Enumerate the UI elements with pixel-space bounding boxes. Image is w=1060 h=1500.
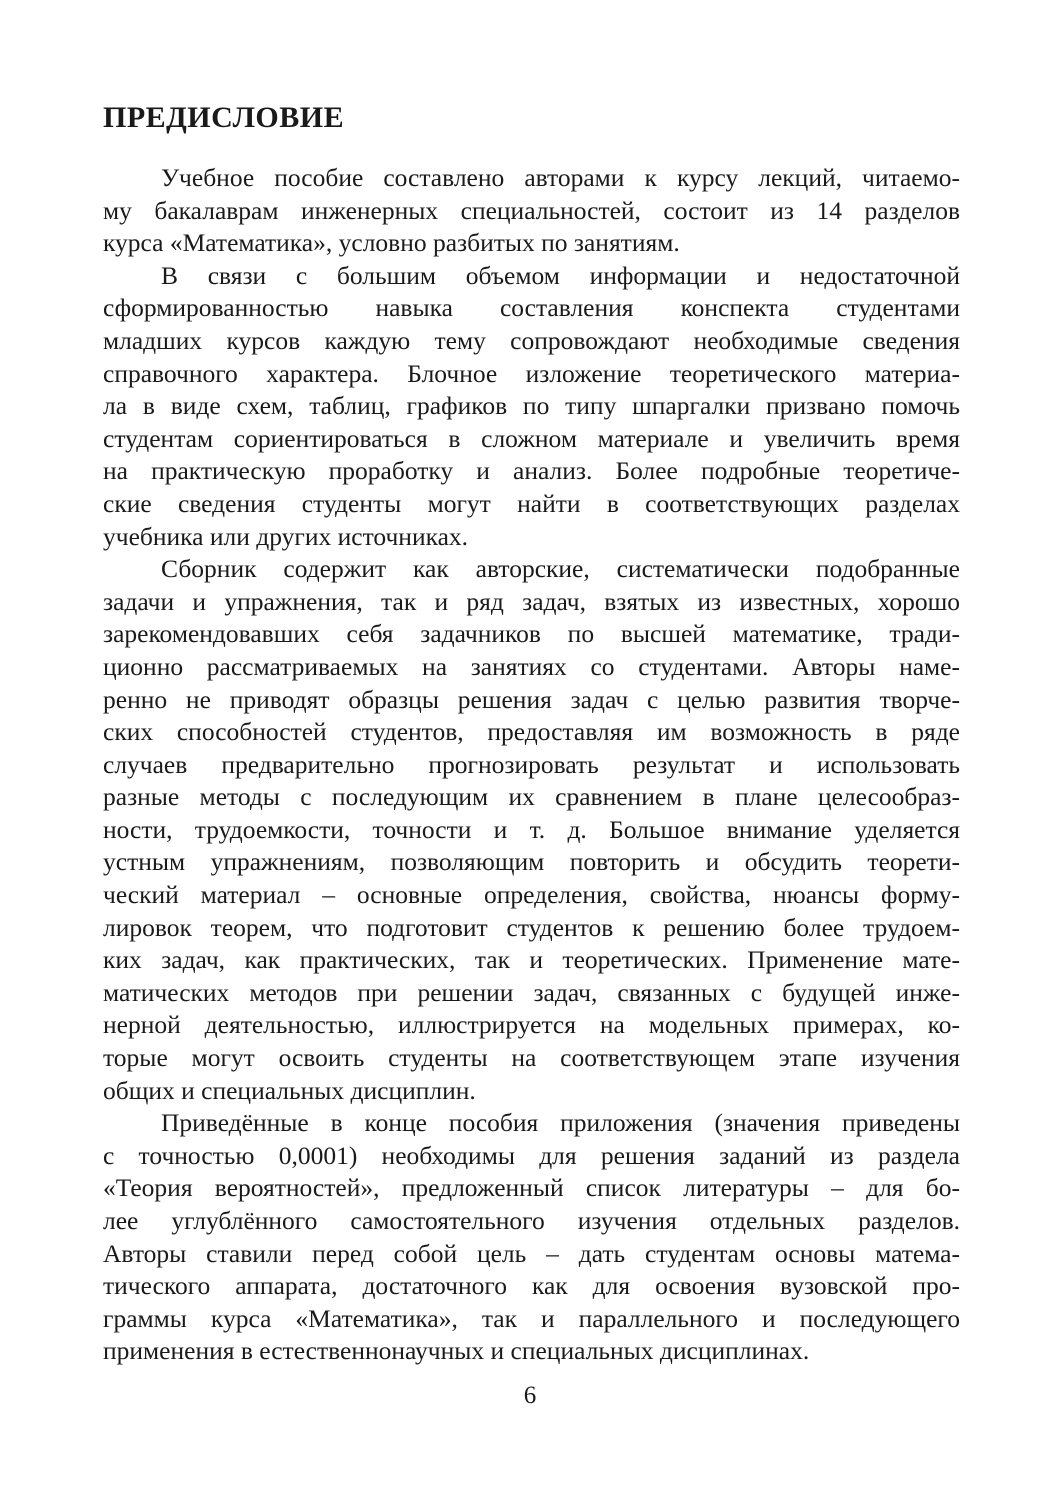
text-line: ла в виде схем, таблиц, графиков по типу шпаргалки призвано помочь	[103, 391, 960, 421]
text-line: справочного характера. Блочное изложение теоретического материа-	[103, 358, 960, 388]
body-text	[103, 162, 960, 1368]
text-line: Сборник содержит как авторские, систематически подобранные	[161, 554, 960, 584]
text-line: тического аппарата, достаточного как для освоения вузовской про-	[103, 1271, 960, 1301]
text-line: зарекомендовавших себя задачников по высшей математике, тради-	[103, 619, 960, 649]
text-line: задачи и упражнения, так и ряд задач, взятых из известных, хорошо	[103, 586, 960, 616]
text-line: с точностью 0,0001) необходимы для решения заданий из раздела	[103, 1140, 960, 1170]
text-line: младших курсов каждую тему сопровождают необходимые сведения	[103, 325, 960, 355]
paragraph-4	[103, 1107, 960, 1368]
text-line: курса «Математика», условно разбитых по занятиям.	[103, 228, 680, 258]
text-line: ские сведения студенты могут найти в соответствующих разделах	[103, 488, 960, 518]
text-line: Авторы ставили перед собой цель – дать студентам основы матема-	[103, 1238, 960, 1268]
paragraph-2	[103, 260, 960, 553]
text-line: «Теория вероятностей», предложенный список литературы – для бо-	[103, 1173, 960, 1203]
text-line: учебника или других источниках.	[103, 521, 469, 551]
page-number: 6	[523, 1382, 537, 1409]
text-line: ности, трудоемкости, точности и т. д. Большое внимание уделяется	[103, 814, 960, 844]
text-line: применения в естественнонаучных и специальных дисциплинах.	[103, 1336, 810, 1366]
text-line: студентам сориентироваться в сложном материале и увеличить время	[103, 423, 960, 453]
text-line: лировок теорем, что подготовит студентов к решению более трудоем-	[103, 912, 960, 942]
text-line: торые могут освоить студенты на соответствующем этапе изучения	[103, 1043, 960, 1073]
text-line: матических методов при решении задач, связанных с будущей инже-	[103, 977, 960, 1007]
text-line: лее углублённого самостоятельного изучения отдельных разделов.	[103, 1206, 960, 1235]
text-line: ких задач, как практических, так и теоретических. Применение мате-	[103, 945, 960, 975]
text-line: ских способностей студентов, предоставляя им возможность в ряде	[103, 717, 960, 747]
text-line: ционно рассматриваемых на занятиях со студентами. Авторы наме-	[103, 651, 960, 681]
text-line: ренно не приводят образцы решения задач с целью развития творче-	[103, 684, 960, 714]
text-line: случаев предварительно прогнозировать результат и использовать	[103, 749, 960, 779]
paragraph-1	[103, 162, 960, 260]
text-line: сформированностью навыка составления конспекта студентами	[103, 293, 960, 323]
text-line: ческий материал – основные определения, свойства, нюансы форму-	[103, 880, 960, 910]
text-line: устным упражнениям, позволяющим повторить и обсудить теорети-	[103, 847, 960, 877]
text-line: Приведённые в конце пособия приложения (значения приведены	[161, 1108, 960, 1138]
text-line: разные методы с последующим их сравнением в плане целесообраз-	[103, 782, 960, 812]
text-line: на практическую проработку и анализ. Более подробные теоретиче-	[103, 456, 960, 486]
text-line: Учебное пособие составлено авторами к курсу лекций, читаемо-	[161, 163, 960, 192]
paragraph-3	[103, 553, 960, 1107]
text-line: общих и специальных дисциплин.	[103, 1075, 476, 1105]
text-line: граммы курса «Математика», так и параллельного и последующего	[103, 1303, 960, 1333]
page-title: ПРЕДИСЛОВИЕ	[103, 101, 345, 134]
text-line: В связи с большим объемом информации и недостаточной	[161, 260, 960, 290]
text-line: му бакалаврам инженерных специальностей, состоит из 14 разделов	[103, 195, 960, 225]
text-line: нерной деятельностью, иллюстрируется на модельных примерах, ко-	[103, 1010, 960, 1040]
